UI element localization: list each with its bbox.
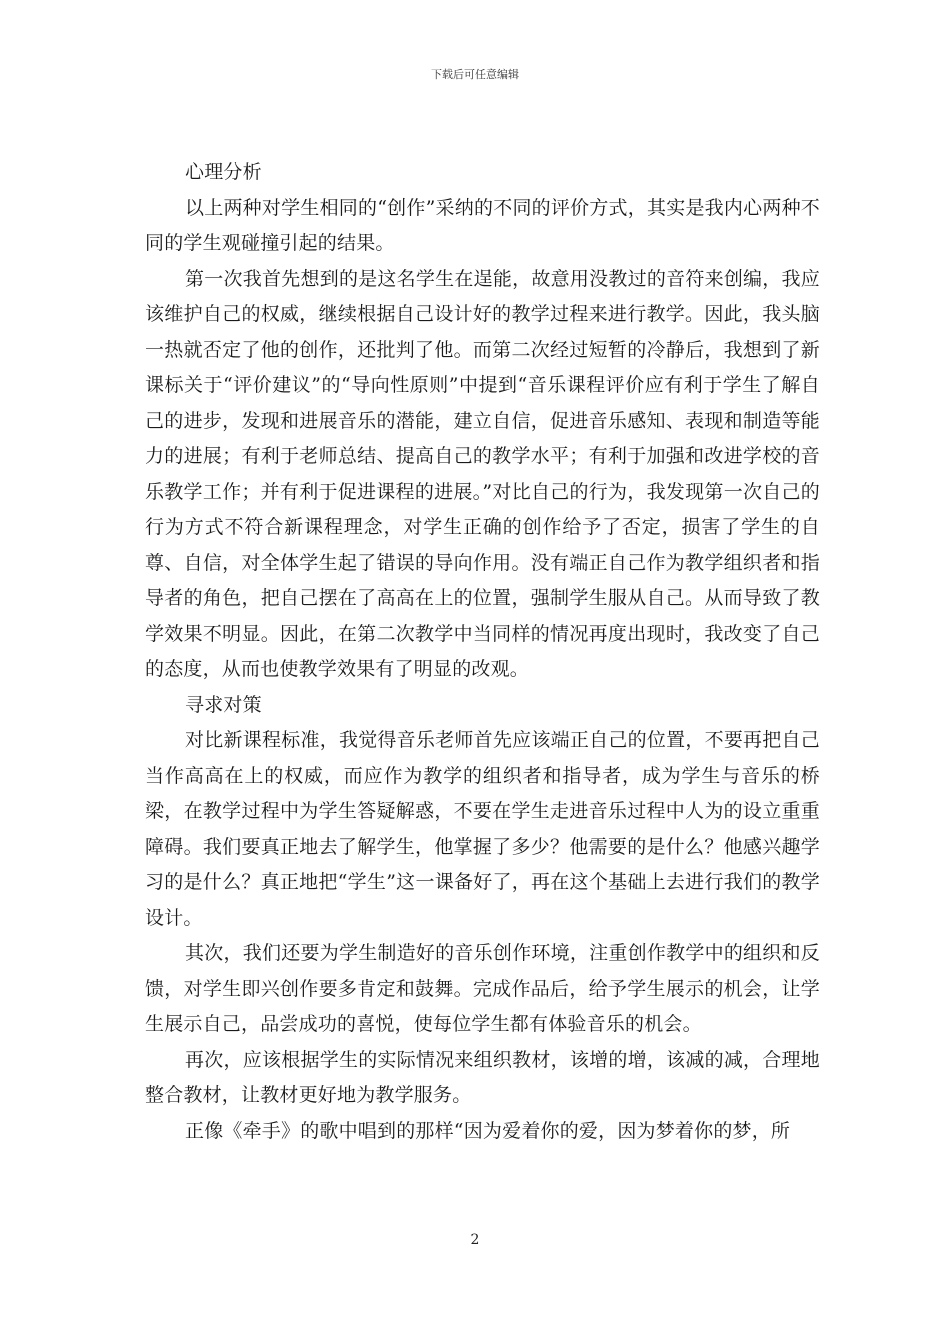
page-header: 下载后可任意编辑	[431, 68, 519, 81]
paragraph: 以上两种对学生相同的“创作”采纳的不同的评价方式，其实是我内心两种不同的学生观碰撞引起的结果。	[145, 196, 820, 254]
paragraph: 正像《牵手》的歌中唱到的那样“因为爱着你的爱，因为梦着你的梦，所	[185, 1119, 791, 1142]
paragraph: 再次，应该根据学生的实际情况来组织教材，该增的增，该减的减，合理地整合教材，让教材更好地为教学服务。	[145, 1048, 820, 1106]
page-number: 2	[470, 1232, 480, 1248]
section-heading-countermeasures: 寻求对策	[185, 693, 262, 716]
paragraph: 其次，我们还要为学生制造好的音乐创作环境，注重创作教学中的组织和反馈，对学生即兴创作要多肯定和鼓舞。完成作品后，给予学生展示的机会，让学生展示自己，品尝成功的喜悦，使每位学生都有体验音乐的机会。	[145, 942, 820, 1035]
paragraph: 第一次我首先想到的是这名学生在逞能，故意用没教过的音符来创编，我应该维护自己的权威，继续根据自己设计好的教学过程来进行教学。因此，我头脑一热就否定了他的创作，还批判了他。而第二次经过短暂的冷静后，我想到了新课标关于“评价建议”的“导向性原则”中提到“音乐课程评价应有利于学生了解自己的进步，发现和进展音乐的潜能，建立自信，促进音乐感知、表现和制造等能力的进展；有利于老师总结、提高自己的教学水平；有利于加强和改进学校的音乐教学工作；并有利于促进课程的进展。”对比自己的行为，我发现第一次自己的行为方式不符合新课程理念，对学生正确的创作给予了否定，损害了学生的自尊、自信，对全体学生起了错误的导向作用。没有端正自己作为教学组织者和指导者的角色，把自己摆在了高高在上的位置，强制学生服从自己。从而导致了教学效果不明显。因此，在第二次教学中当同样的情况再度出现时，我改变了自己的态度，从而也使教学效果有了明显的改观。	[145, 267, 820, 680]
section-heading-psychological-analysis: 心理分析	[185, 161, 262, 183]
paragraph: 对比新课程标准，我觉得音乐老师首先应该端正自己的位置，不要再把自己当作高高在上的权威，而应作为教学的组织者和指导者，成为学生与音乐的桥梁，在教学过程中为学生答疑解惑，不要在学生走进音乐过程中人为的设立重重障碍。我们要真正地去了解学生，他掌握了多少？他需要的是什么？他感兴趣学习的是什么？真正地把“学生”这一课备好了，再在这个基础上去进行我们的教学设计。	[145, 729, 820, 929]
document-body	[145, 155, 820, 1149]
